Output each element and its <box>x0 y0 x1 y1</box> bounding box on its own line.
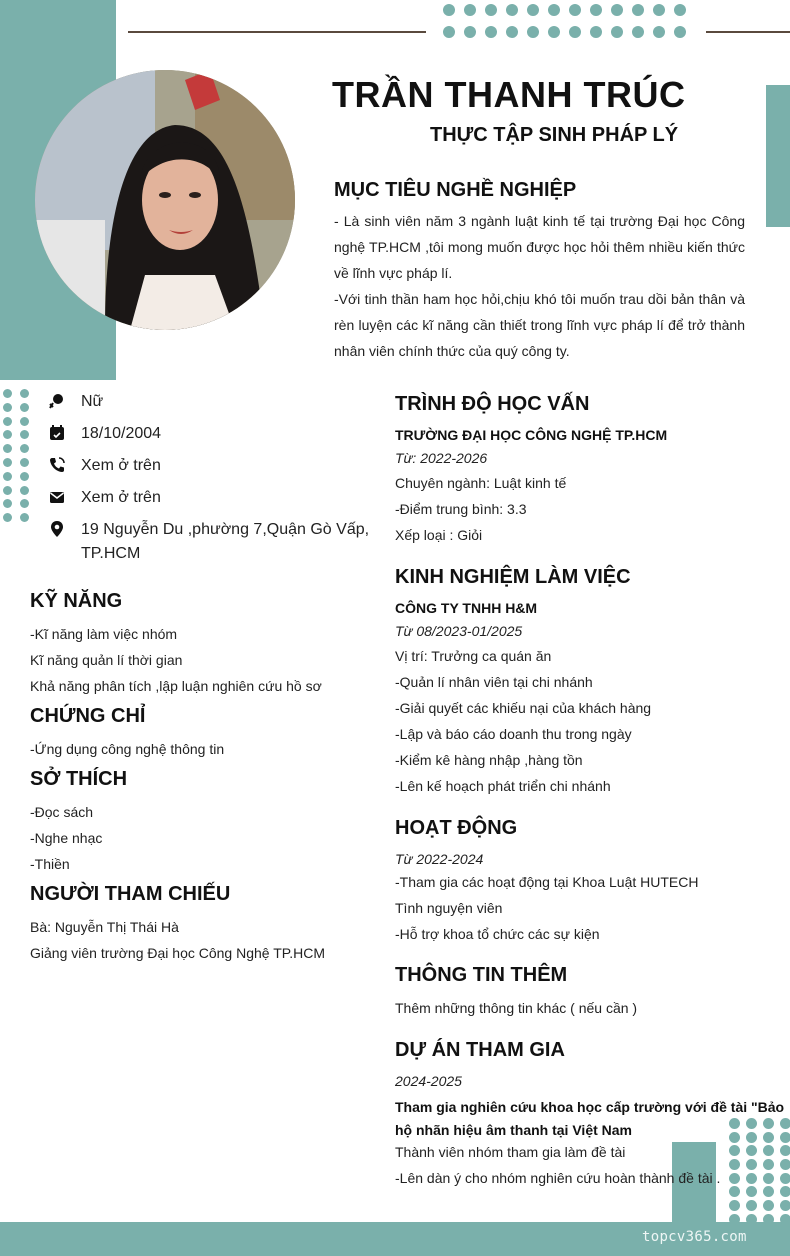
objective-paragraph: - Là sinh viên năm 3 ngành luật kinh tế tại trường Đại học Công nghệ TP.HCM ,tôi mong muốn được học hỏi thêm nhiều kiến thức về lĩnh vực pháp lí. <box>334 213 745 281</box>
education-title: TRÌNH ĐỘ HỌC VẤN <box>395 393 590 415</box>
right-accent-block <box>766 85 790 227</box>
experience-company: CÔNG TY TNHH H&M <box>395 600 538 616</box>
objective-section <box>334 208 745 364</box>
left-dot-pattern <box>3 389 29 522</box>
education-school: TRƯỜNG ĐẠI HỌC CÔNG NGHỆ TP.HCM <box>395 427 668 443</box>
contact-phone <box>48 454 161 478</box>
objective-title: MỤC TIÊU NGHỀ NGHIỆP <box>334 179 577 201</box>
list-item: Chuyên ngành: Luật kinh tế <box>395 475 567 491</box>
list-item: Bà: Nguyễn Thị Thái Hà <box>30 919 179 935</box>
experience-title: KINH NGHIỆM LÀM VIỆC <box>395 566 631 588</box>
references-title: NGƯỜI THAM CHIẾU <box>30 883 231 905</box>
objective-paragraph: -Với tinh thần ham học hỏi,chịu khó tôi muốn trau dồi bản thân và rèn luyện các kĩ năng cần thiết trong lĩnh vực pháp lí để trở thành nhân viên chính thức của quý công ty. <box>334 291 745 359</box>
certificates-list <box>30 736 224 762</box>
list-item: Xếp loại : Giỏi <box>395 527 483 543</box>
list-item: -Hỗ trợ khoa tổ chức các sự kiện <box>395 926 600 942</box>
activities-period: Từ 2022-2024 <box>395 851 484 867</box>
address-value <box>81 518 369 566</box>
footer-watermark: topcv365.com <box>642 1229 747 1245</box>
skills-list <box>30 621 322 699</box>
list-item: -Tham gia các hoạt động tại Khoa Luật HUTECH <box>395 874 699 890</box>
list-item: Vị trí: Trưởng ca quán ăn <box>395 648 552 664</box>
hobbies-title: SỞ THÍCH <box>30 768 128 790</box>
list-item: -Đọc sách <box>30 804 94 820</box>
phone-value: Xem ở trên <box>81 457 161 474</box>
projects-headline <box>395 1096 784 1142</box>
contact-address <box>48 518 369 566</box>
email-icon <box>48 488 66 506</box>
list-item: -Thiền <box>30 856 70 872</box>
activities-details <box>395 869 699 947</box>
top-dot-pattern <box>443 4 686 38</box>
candidate-name: TRẦN THANH TRÚC <box>332 74 686 115</box>
profile-photo <box>35 70 295 330</box>
list-item: -Lập và báo cáo doanh thu trong ngày <box>395 726 632 742</box>
list-item: Tình nguyện viên <box>395 900 503 916</box>
location-icon <box>48 520 66 538</box>
projects-details <box>395 1139 720 1191</box>
list-item: -Ứng dụng công nghệ thông tin <box>30 741 225 757</box>
references-list <box>30 914 325 966</box>
email-value: Xem ở trên <box>81 489 161 506</box>
contact-birthday <box>48 422 161 446</box>
gender-icon <box>48 392 66 410</box>
list-item: Thành viên nhóm tham gia làm đề tài <box>395 1144 626 1160</box>
address-line: 19 Nguyễn Du ,phường 7,Quận Gò Vấp, <box>81 521 370 538</box>
contact-email <box>48 486 161 510</box>
experience-period: Từ 08/2023-01/2025 <box>395 623 523 639</box>
experience-details <box>395 643 651 799</box>
education-period: Từ: 2022-2026 <box>395 450 488 466</box>
list-item: -Điểm trung bình: 3.3 <box>395 501 527 517</box>
projects-title: DỰ ÁN THAM GIA <box>395 1039 565 1061</box>
list-item: -Kiểm kê hàng nhập ,hàng tồn <box>395 752 583 768</box>
list-item: Khả năng phân tích ,lập luận nghiên cứu hồ sơ <box>30 678 322 694</box>
list-item: -Quản lí nhân viên tại chi nhánh <box>395 674 593 690</box>
list-item: -Lên dàn ý cho nhóm nghiên cứu hoàn thành đề tài . <box>395 1170 721 1186</box>
list-item: -Kĩ năng làm việc nhóm <box>30 626 178 642</box>
address-line: TP.HCM <box>81 545 141 562</box>
certificates-title: CHỨNG CHỈ <box>30 705 146 727</box>
list-item: -Lên kế hoạch phát triển chi nhánh <box>395 778 611 794</box>
list-item: Giảng viên trường Đại học Công Nghệ TP.HCM <box>30 945 326 961</box>
list-item: -Nghe nhạc <box>30 830 103 846</box>
projects-period: 2024-2025 <box>395 1073 462 1089</box>
top-rule-left <box>128 31 426 33</box>
hobbies-list <box>30 799 102 877</box>
projects-headline-line: Tham gia nghiên cứu khoa học cấp trường với đề tài "Bảo <box>395 1099 785 1115</box>
top-rule-right <box>706 31 790 33</box>
education-details <box>395 470 566 548</box>
phone-icon <box>48 456 66 474</box>
activities-title: HOẠT ĐỘNG <box>395 817 518 839</box>
calendar-icon <box>48 424 66 442</box>
more-info-text: Thêm những thông tin khác ( nếu cần ) <box>395 1000 638 1016</box>
more-info-title: THÔNG TIN THÊM <box>395 964 568 986</box>
list-item: -Giải quyết các khiếu nại của khách hàng <box>395 700 652 716</box>
birthday-value: 18/10/2004 <box>81 425 162 442</box>
projects-headline-line: hộ nhãn hiệu âm thanh tại Việt Nam <box>395 1122 632 1138</box>
candidate-role: THỰC TẬP SINH PHÁP LÝ <box>430 124 679 146</box>
gender-value: Nữ <box>81 393 104 410</box>
contact-gender <box>48 390 103 414</box>
list-item: Kĩ năng quản lí thời gian <box>30 652 183 668</box>
portrait-illustration <box>35 70 295 330</box>
skills-title: KỸ NĂNG <box>30 590 123 612</box>
